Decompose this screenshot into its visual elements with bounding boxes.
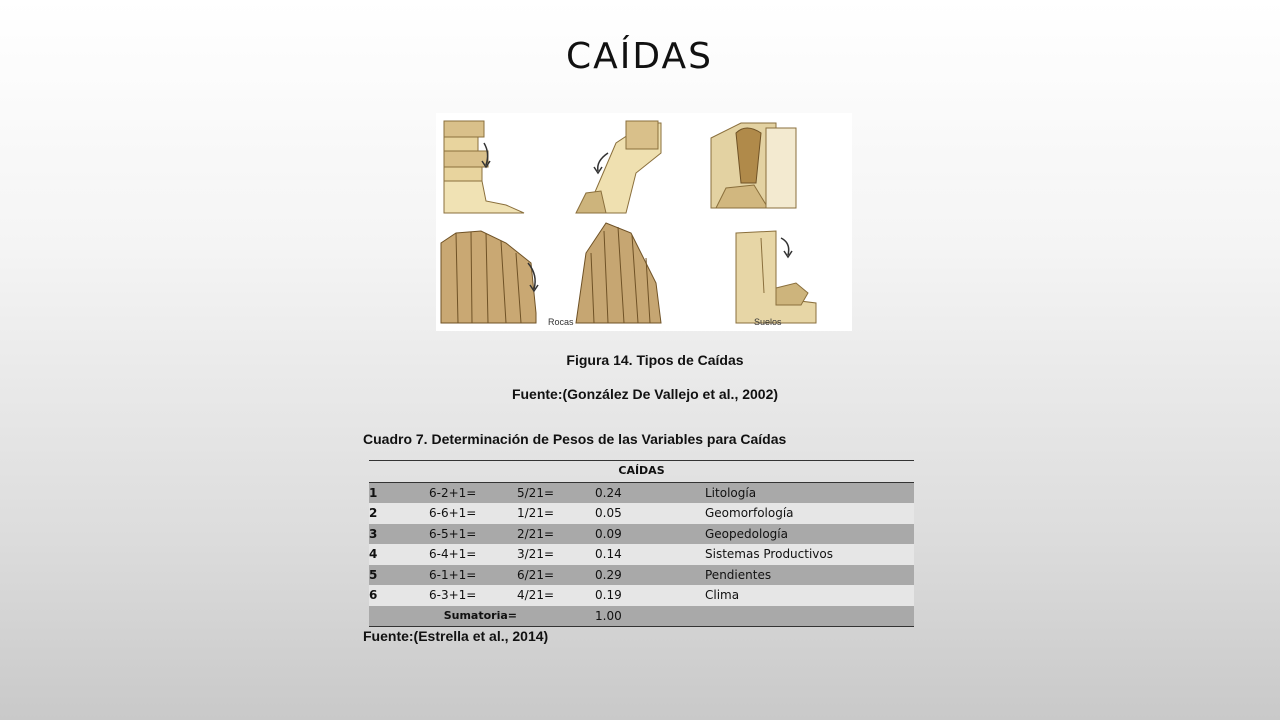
row-fraction: 4/21= [517,588,555,603]
figure-caption: Figura 14. Tipos de Caídas [566,352,744,368]
row-fraction: 5/21= [517,485,555,500]
table-header-row [369,461,914,483]
falls-types-illustration [436,113,852,331]
columnar-slope-drawing [576,223,661,323]
row-variable: Geomorfología [705,506,794,521]
row-number: 5 [369,567,378,582]
table-row [369,565,914,586]
sum-row [369,606,914,627]
weights-table [369,460,914,627]
sum-label: Sumatoria= [443,608,517,622]
row-variable: Pendientes [705,567,772,582]
table-row [369,585,914,606]
row-variable: Litología [705,485,757,500]
row-weight: 0.05 [595,506,622,521]
columnar-rock-topple-drawing [441,231,538,323]
table-caption: Cuadro 7. Determinación de Pesos de las Variables para Caídas [363,431,787,447]
row-number: 4 [369,547,378,562]
table-row [369,503,914,524]
row-weight: 0.09 [595,526,622,541]
row-variable: Geopedología [705,526,788,541]
weights-table-container [369,460,914,627]
row-variable: Sistemas Productivos [705,547,833,562]
table-row [369,482,914,503]
table-row [369,544,914,565]
row-fraction: 1/21= [517,506,555,521]
soil-fall-block-drawing [711,123,796,208]
sum-spacer [517,606,595,627]
row-weight: 0.14 [595,547,622,562]
rock-fall-slope-drawing [576,121,661,213]
slide-title: CAÍDAS [566,36,713,77]
row-fraction: 3/21= [517,547,555,562]
suelos-label: Suelos [754,317,782,327]
row-expression: 6-2+1= [429,485,477,500]
row-expression: 6-6+1= [429,506,477,521]
row-weight: 0.24 [595,485,622,500]
sum-spacer [705,606,914,627]
row-weight: 0.19 [595,588,622,603]
row-number: 3 [369,526,378,541]
rock-fall-stratified-drawing [444,121,524,213]
row-expression: 6-1+1= [429,567,477,582]
falls-illustration-svg [436,113,852,331]
row-expression: 6-4+1= [429,547,477,562]
figure-source: Fuente:(González De Vallejo et al., 2002) [511,386,779,402]
table-header: CAÍDAS [369,461,914,483]
row-fraction: 6/21= [517,567,555,582]
row-variable: Clima [705,588,740,603]
rocas-label: Rocas [548,317,574,327]
row-number: 1 [369,485,378,500]
row-expression: 6-5+1= [429,526,477,541]
table-row [369,524,914,545]
table-source: Fuente:(Estrella et al., 2014) [363,628,549,644]
row-number: 6 [369,588,378,603]
row-number: 2 [369,506,378,521]
row-expression: 6-3+1= [429,588,477,603]
row-fraction: 2/21= [517,526,555,541]
sum-value: 1.00 [595,608,622,623]
row-weight: 0.29 [595,567,622,582]
soil-bank-fall-drawing [736,231,816,323]
